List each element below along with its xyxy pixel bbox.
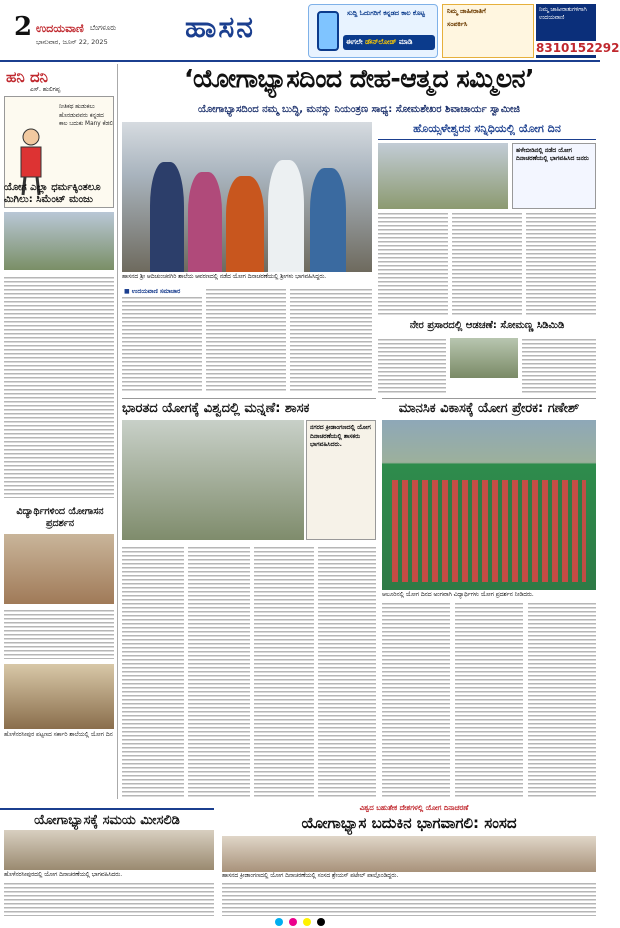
- middle-left-body-col2: [188, 546, 250, 798]
- edition-label: ಬೆಂಗಳೂರು: [90, 24, 117, 32]
- bottom-right-body: [222, 882, 596, 916]
- phone-icon: [317, 11, 339, 51]
- lead-body-col2: [206, 288, 286, 392]
- lead-body-col3: [290, 288, 372, 392]
- right-second-body-col1: [378, 338, 446, 394]
- middle-left-headline[interactable]: ಭಾರತದ ಯೋಗಕ್ಕೆ ವಿಶ್ವದಲ್ಲಿ ಮನ್ನಣೆ: ಶಾಸಕ: [122, 398, 376, 416]
- left-story1-headline[interactable]: ಯೋಗ ಎಲ್ಲಾ ಧರ್ಮಕ್ಕಿಂತಲೂ ಮಿಗಿಲು: ಸಿಮೆಂಟ್ ಮಂಜು: [4, 182, 101, 205]
- column-author: ಎಸ್. ಹುಲಿಗಪ್ಪ: [30, 86, 61, 93]
- bottom-right-caption: ಹಾಸನದ ಕ್ರೀಡಾಂಗಣದಲ್ಲಿ ಯೋಗ ದಿನಾಚರಣೆಯಲ್ಲಿ ಸಂಸದ ಶ್ರೇಯಸ್ ಪಟೇಲ್ ಪಾಲ್ಗೊಂಡಿದ್ದರು.: [222, 873, 399, 879]
- middle-left-body-col1: [122, 546, 184, 798]
- right-top-photo: [378, 143, 508, 209]
- left-story1-body: [4, 276, 114, 498]
- bottom-right-kicker: ವಿಶ್ವದ ಬಹುತೇಕ ದೇಶಗಳಲ್ಲಿ ಯೋಗ ದಿನಾಚರಣೆ: [359, 804, 469, 812]
- bottom-left-body: [4, 882, 214, 916]
- right-second-photo: [450, 338, 518, 378]
- right-top-body-col1: [378, 212, 448, 316]
- newspaper-brand: ಉದಯವಾಣಿ: [36, 22, 84, 35]
- middle-right-body-col2: [455, 602, 523, 798]
- advert-line: ಸಂಪರ್ಕಿಸಿ: [447, 20, 468, 28]
- download-cta[interactable]: ಈಗಲೇ ಡೌನ್‌ಲೋಡ್ ಮಾಡಿ: [343, 35, 435, 50]
- middle-right-body-col1: [382, 602, 450, 798]
- left-story2-body: [4, 609, 114, 659]
- column-logo: ಹನಿ ದನಿ: [6, 68, 48, 86]
- left-story2-headline[interactable]: ವಿದ್ಯಾರ್ಥಿಗಳಿಂದ ಯೋಗಾಸನ ಪ್ರದರ್ಶನ: [16, 506, 104, 529]
- lead-headline[interactable]: ‘ಯೋಗಾಭ್ಯಾಸದಿಂದ ದೇಹ-ಆತ್ಮದ ಸಮ್ಮಿಲನ’: [183, 64, 534, 93]
- masthead: [0, 0, 620, 62]
- advert-box[interactable]: [442, 4, 534, 58]
- right-top-box: ಹಳೇಬೀಡಿನಲ್ಲಿ ನಡೆದ ಯೋಗ ದಿನಾಚರಣೆಯಲ್ಲಿ ಭಾಗವಹಿಸಿದ ಜನರು: [512, 143, 596, 209]
- right-top-body-col3: [526, 212, 596, 316]
- right-top-body-col2: [452, 212, 522, 316]
- right-second-body-col2: [522, 338, 596, 394]
- middle-left-body-col4: [318, 546, 376, 798]
- page-number: 2: [14, 12, 33, 42]
- bottom-right-photo: [222, 836, 596, 872]
- left-story1-photo: [4, 212, 114, 270]
- middle-left-body-col3: [254, 546, 314, 798]
- advert-line: ನಿಮ್ಮ ಜಾಹೀರಾತಿಗೆ: [447, 7, 486, 15]
- middle-right-headline[interactable]: ಮಾನಸಿಕ ವಿಕಾಸಕ್ಕೆ ಯೋಗ ಪ್ರೇರಕ: ಗಣೇಶ್: [382, 398, 596, 416]
- bottom-right-headline[interactable]: ಯೋಗಾಭ್ಯಾಸ ಬದುಕಿನ ಭಾಗವಾಗಲಿ: ಸಂಸದ: [301, 814, 517, 832]
- middle-right-caption: ಆಲೂರಿನಲ್ಲಿ ಯೋಗ ದಿನದ ಅಂಗವಾಗಿ ವಿದ್ಯಾರ್ಥಿಗಳು ಯೋಗ ಪ್ರದರ್ಶನ ನೀಡಿದರು.: [382, 592, 534, 598]
- app-download-ad[interactable]: [308, 4, 438, 58]
- lead-photo: [122, 122, 372, 272]
- lead-subheadline: ಯೋಗಾಭ್ಯಾಸದಿಂದ ನಮ್ಮ ಬುದ್ಧಿ, ಮನಸ್ಸು ನಿಯಂತ್ರಣ ಸಾಧ್ಯ: ಸೋಮಶೇಖರ ಶಿವಾಚಾರ್ಯ ಸ್ವಾಮೀಜಿ: [198, 104, 520, 115]
- contact-ad[interactable]: [536, 4, 620, 58]
- middle-right-field-photo: [382, 420, 596, 590]
- middle-right-body-col3: [528, 602, 596, 798]
- bottom-left-headline[interactable]: ಯೋಗಾಭ್ಯಾಸಕ್ಕೆ ಸಮಯ ಮೀಸಲಿಡಿ: [0, 808, 214, 828]
- section-title: ಹಾಸನ: [185, 10, 255, 45]
- lead-photo-caption: ಹಾಸನದ ಶ್ರೀ ಆದಿಚುಂಚನಗಿರಿ ಶಾಲೆಯ ಆವರಣದಲ್ಲಿ ನಡೆದ ಯೋಗ ದಿನಾಚರಣೆಯಲ್ಲಿ ಶ್ರೀಗಳು ಭಾಗವಹಿಸಿದ್ದರು.: [122, 274, 327, 280]
- left-story3-photo: [4, 664, 114, 729]
- left-photo3-caption: ಹೊಳೆನರಸೀಪುರ ಪಟ್ಟಣದ ಸರ್ಕಾರಿ ಶಾಲೆಯಲ್ಲಿ ಯೋಗ ದಿನ: [4, 732, 113, 738]
- middle-left-box: ನಗರದ ಕ್ರೀಡಾಂಗಣದಲ್ಲಿ ಯೋಗ ದಿನಾಚರಣೆಯಲ್ಲಿ ಶಾಸಕರು ಭಾಗವಹಿಸಿದರು.: [306, 420, 376, 540]
- left-story2-photo: [4, 534, 114, 604]
- right-top-headline[interactable]: ಹೊಯ್ಸಳೇಶ್ವರನ ಸನ್ನಿಧಿಯಲ್ಲಿ ಯೋಗ ದಿನ: [378, 122, 596, 140]
- dateline: ಭಾನುವಾರ, ಜೂನ್ 22, 2025: [36, 38, 108, 46]
- contact-ad-text: ನಿಮ್ಮ ಜಾಹೀರಾತುಗಳಿಗಾಗಿ ಉದಯವಾಣಿ: [539, 7, 587, 21]
- middle-left-photo: [122, 420, 304, 540]
- print-registration-marks: [0, 918, 600, 928]
- contact-phone[interactable]: 8310152292: [536, 41, 620, 55]
- cartoon-text: ನೀತಿಕಥ ಹುಡುಕಲು ಹೊರಡುವವರು ಕನ್ನಡದ ಕಾಲ ಬದುಕು Many ಕೆಡಲಿ: [59, 104, 113, 128]
- right-second-headline[interactable]: ನೇರ ಪ್ರಸಾರದಲ್ಲಿ ಆಡಚಣೆ: ಸೋಮಣ್ಣ ಸಿಡಿಮಿಡಿ: [409, 320, 565, 331]
- left-column: [0, 64, 118, 799]
- bottom-left-caption: ಹೊಳೆನರಸೀಪುರದಲ್ಲಿ ಯೋಗ ದಿನಾಚರಣೆಯಲ್ಲಿ ಭಾಗವಹಿಸಿದರು.: [4, 872, 123, 878]
- lead-byline: ■ ಉದಯವಾಣಿ ಸಮಾಚಾರ: [124, 288, 181, 295]
- ad-tagline: ಸುದ್ದಿ ಓದುಗರಿಗೆ ಕನ್ನಡದ ಕಾಲ ಕೊಟ್ಟ: [347, 9, 425, 17]
- bottom-left-photo: [4, 830, 214, 870]
- lead-body-col1: [122, 296, 202, 392]
